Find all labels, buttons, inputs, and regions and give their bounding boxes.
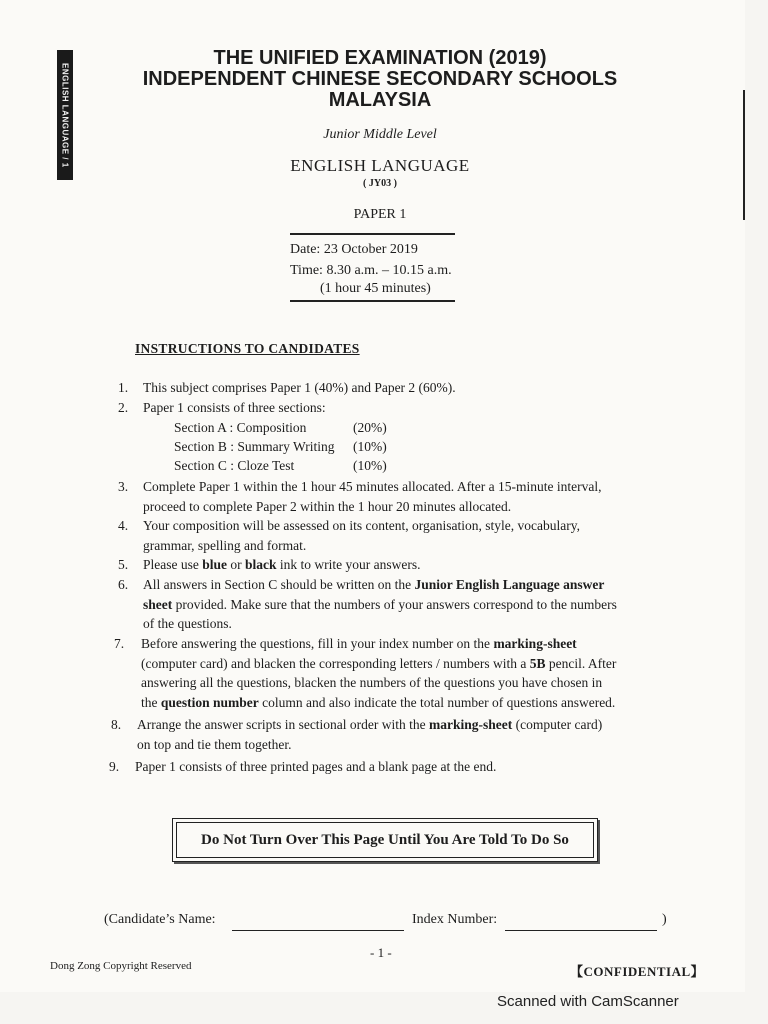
item-text: ink to write your answers. (276, 557, 421, 572)
item-text: grammar, spelling and format. (143, 537, 307, 553)
bold-term: blue (202, 557, 227, 572)
item-text: (computer card) and blacken the corresponding letters / numbers with a (141, 655, 530, 671)
copyright-notice: Dong Zong Copyright Reserved (50, 960, 192, 972)
item-text: or (227, 557, 245, 572)
date-time-block (290, 239, 452, 281)
instruction-item-2 (143, 398, 326, 418)
section-b-name: Section B : Summary Writing (174, 439, 335, 454)
item-number: 5. (118, 557, 129, 572)
confidential-label: 【CONFIDENTIAL】 (570, 964, 705, 979)
item-number: 1. (118, 380, 129, 395)
item-text: All answers in Section C should be written on the (143, 577, 415, 592)
item-text: Complete Paper 1 within the 1 hour 45 minutes allocated. After a 15-minute interval, (143, 479, 602, 494)
item-text: Before answering the questions, fill in your index number on the (141, 636, 494, 651)
item-number: 3. (118, 479, 129, 494)
subject-code: ( JY03 ) (363, 178, 397, 189)
instruction-item-9 (135, 757, 496, 777)
bold-term: 5B (529, 655, 546, 671)
section-a-name: Section A : Composition (174, 420, 307, 435)
item-text: column and also indicate the total number of questions answered. (258, 694, 616, 710)
title-line-2: INDEPENDENT CHINESE SECONDARY SCHOOLS (142, 68, 618, 90)
item-number: 6. (118, 577, 129, 592)
instruction-item-5 (143, 555, 421, 575)
title-line-1: THE UNIFIED EXAMINATION (2019) (213, 47, 547, 69)
item-text: Please use (143, 557, 203, 572)
candidate-name-field[interactable] (232, 930, 404, 931)
title-line-3: MALAYSIA (328, 89, 432, 111)
spine-label: ENGLISH LANGUAGE / 1 (57, 50, 73, 180)
item-number: 4. (118, 518, 129, 533)
bold-term: black (245, 557, 277, 572)
item-text: answering all the questions, blacken the numbers of the questions you have chosen in (141, 675, 603, 690)
exam-title (0, 48, 760, 111)
item-text: on top and tie them together. (137, 736, 292, 752)
section-c-pct: (10%) (353, 458, 387, 473)
bold-term: Junior English Language answer (414, 577, 605, 592)
item-text: proceed to complete Paper 2 within the 1 hour 20 minutes allocated. (143, 498, 512, 514)
candidate-close-paren: ) (662, 912, 667, 927)
notice-box (172, 818, 598, 862)
exam-duration: (1 hour 45 minutes) (320, 281, 431, 296)
item-text: Your composition will be assessed on its content, organisation, style, vocabulary, (143, 518, 580, 533)
item-number: 7. (114, 636, 125, 651)
item-text: This subject comprises Paper 1 (40%) and Paper 2 (60%). (143, 380, 456, 395)
candidate-name-label: (Candidate’s Name: (104, 912, 216, 927)
bold-term: sheet (143, 596, 173, 612)
index-number-field[interactable] (505, 930, 657, 931)
section-c-name: Section C : Cloze Test (174, 458, 295, 473)
subject-title: ENGLISH LANGUAGE (290, 156, 470, 175)
index-number-label: Index Number: (412, 912, 498, 927)
item-text: pencil. After (545, 655, 617, 671)
section-a-pct: (20%) (353, 420, 387, 435)
section-b-pct: (10%) (353, 439, 387, 454)
instruction-item-6 (143, 575, 617, 634)
scanner-watermark: Scanned with CamScanner (497, 993, 679, 1010)
level-label: Junior Middle Level (323, 127, 437, 142)
instruction-item-7 (141, 634, 616, 712)
notice-text: Do Not Turn Over This Page Until You Are Told To Do So (176, 822, 594, 858)
exam-time: Time: 8.30 a.m. – 10.15 a.m. (290, 263, 452, 278)
item-number: 2. (118, 400, 129, 415)
item-text: provided. Make sure that the numbers of your answers correspond to the numbers (172, 596, 617, 612)
divider-top (290, 233, 455, 235)
item-text: Paper 1 consists of three sections: (143, 400, 326, 415)
exam-date: Date: 23 October 2019 (290, 242, 418, 257)
bold-term: marking-sheet (429, 717, 513, 732)
item-number: 8. (111, 717, 122, 732)
item-text: (computer card) (512, 717, 603, 732)
item-number: 9. (109, 759, 120, 774)
instruction-item-3 (143, 477, 602, 516)
item-text: Arrange the answer scripts in sectional order with the (137, 717, 430, 732)
item-text: the (141, 694, 161, 710)
page-number: - 1 - (370, 945, 392, 960)
instruction-item-8 (137, 715, 602, 754)
divider-bottom (290, 300, 455, 302)
paper-number: PAPER 1 (353, 207, 407, 222)
bold-term: question number (160, 694, 259, 710)
instruction-item-1 (143, 378, 456, 398)
item-text: Paper 1 consists of three printed pages and a blank page at the end. (135, 759, 497, 774)
bold-term: marking-sheet (493, 636, 577, 651)
instructions-heading: INSTRUCTIONS TO CANDIDATES (135, 341, 360, 356)
instruction-item-4 (143, 516, 580, 555)
item-text: of the questions. (143, 616, 232, 631)
